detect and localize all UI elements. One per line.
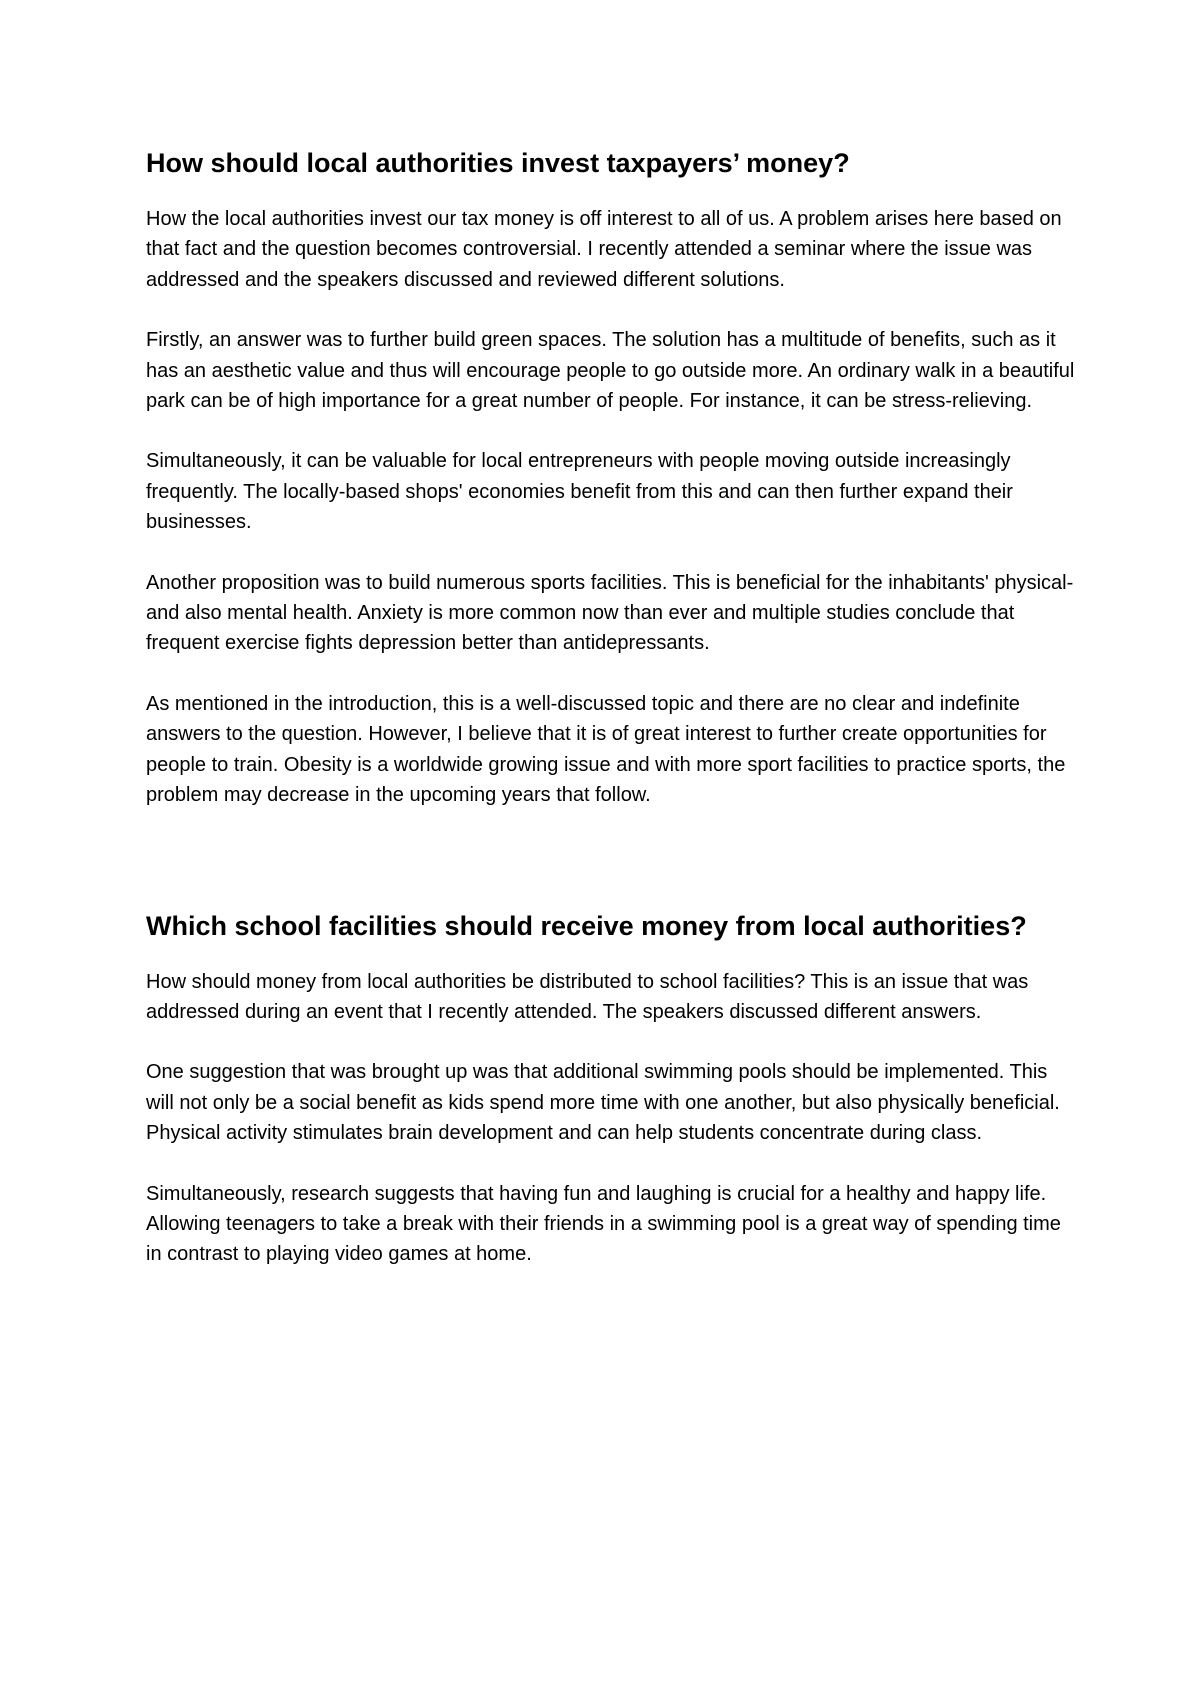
paragraph: Firstly, an answer was to further build green spaces. The solution has a multitude of benefits, such as it has an aesthetic value and thus will encourage people to go outside more. An ordinary walk in a beautiful park can be of high importance for a great number of people. For instance, it can be stress-relieving. [146,329,1075,413]
paragraph: How the local authorities invest our tax money is off interest to all of us. A problem arises here based on that fact and the question becomes controversial. I recently attended a seminar where the issue was addressed and the speakers discussed and reviewed different solutions. [146,208,1062,291]
paragraph: As mentioned in the introduction, this is a well-discussed topic and there are no clear and indefinite answers to the question. However, I believe that it is of great interest to further create opportunities for people to train. Obesity is a worldwide growing issue and with more sport facilities to practice sports, the problem may decrease in the upcoming years that follow. [146,692,1066,807]
section-heading: Which school facilities should receive money from local authorities? [146,910,1027,941]
paragraph: One suggestion that was brought up was that additional swimming pools should be implemented. This will not only be a social benefit as kids spend more time with one another, but also physically beneficial. Physical activity stimulates brain development and can help students concentrate during class. [146,1061,1060,1145]
section-heading: How should local authorities invest taxpayers’ money? [146,148,850,178]
section-taxpayers-money [146,144,1076,811]
paragraph: How should money from local authorities be distributed to school facilities? This is an issue that was addressed during an event that I recently attended. The speakers discussed different answers. [146,970,1029,1023]
paragraph: Simultaneously, research suggests that having fun and laughing is crucial for a healthy and happy life. Allowing teenagers to take a break with their friends in a swimming pool is a great way of spending time in contrast to playing video games at home. [146,1182,1061,1266]
paragraph: Simultaneously, it can be valuable for local entrepreneurs with people moving outside increasingly frequently. The locally-based shops' economies benefit from this and can then further expand their businesses. [146,450,1013,534]
document-body [146,144,1076,1270]
section-school-facilities [146,907,1076,1270]
paragraph: Another proposition was to build numerous sports facilities. This is beneficial for the inhabitants' physical- and also mental health. Anxiety is more common now than ever and multiple studies conclude that frequent exercise fights depression better than antidepressants. [146,571,1074,655]
